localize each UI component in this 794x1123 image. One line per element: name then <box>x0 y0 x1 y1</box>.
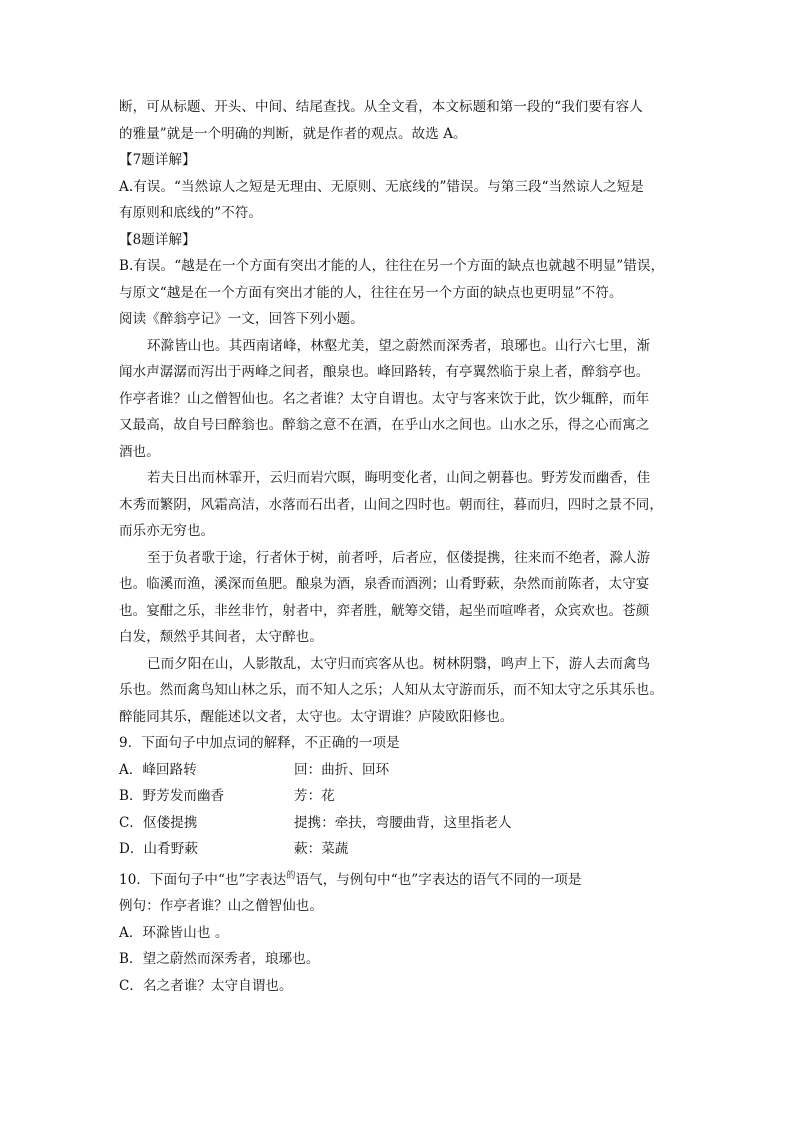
q8-line: B.有误。“越是在一个方面有突出才能的人，往往在另一个方面的缺点也就越不明显”错误， <box>119 258 665 274</box>
option-label: A．峰回路转 <box>119 761 197 778</box>
question-9 <box>119 730 689 863</box>
passage-line: 也。临溪而渔，溪深而鱼肥。酿泉为酒，泉香而酒洌；山肴野蔌，杂然而前陈者，太守宴 <box>119 576 650 592</box>
passage-line: 而乐亦无穷也。 <box>119 523 215 539</box>
q7-header: 【7题详解】 <box>119 152 196 168</box>
answer-explanation-intro <box>119 94 689 147</box>
document-page <box>119 94 689 999</box>
passage-paragraph <box>119 651 689 731</box>
passage-line: 酒也。 <box>119 443 160 460</box>
q8-header: 【8题详解】 <box>119 231 196 248</box>
question-10 <box>119 863 689 1000</box>
option-explanation: 芳：花 <box>294 788 335 804</box>
q7-line: 有原则和底线的”不符。 <box>119 205 263 221</box>
passage <box>119 333 689 731</box>
intro-line: 的雅量”就是一个明确的判断，就是作者的观点。故选 A。 <box>119 125 467 142</box>
intro-line: 断，可从标题、开头、中间、结尾查找。从全文看，本文标题和第一段的“我们要有容人 <box>119 99 643 115</box>
q10-stem <box>119 863 689 894</box>
q9-option-a <box>119 757 689 784</box>
q10-option-c: C．名之者谁？太守自谓也。 <box>119 977 293 994</box>
passage-line: 已而夕阳在山，人影散乱，太守归而宾客从也。树林阴翳，鸣声上下，游人去而禽鸟 <box>147 655 651 672</box>
q10-example: 例句：作亭者谁？山之僧智仙也。 <box>119 898 323 914</box>
option-explanation: 蔌：菜蔬 <box>294 841 349 857</box>
q7-explanation <box>119 147 689 227</box>
passage-line: 白发，颓然乎其间者，太守醉也。 <box>119 629 323 645</box>
option-label: C．伛偻提携 <box>119 814 198 831</box>
q9-option-b <box>119 783 689 810</box>
q7-line: A.有误。“当然谅人之短是无理由、无原则、无底线的”错误。与第三段“当然谅人之短是 <box>119 178 644 195</box>
q10-option-b: B．望之蔚然而深秀者，琅琊也。 <box>119 951 320 967</box>
option-explanation: 提携：牵扶，弯腰曲背，这里指老人 <box>294 814 512 831</box>
q10-option-a: A．环滁皆山也 。 <box>119 924 229 941</box>
q10-stem-part: 10．下面句子中“也”字表达 <box>119 871 287 888</box>
reading-prompt: 阅读《醉翁亭记》一文，回答下列小题。 <box>119 311 364 327</box>
passage-line: 环滁皆山也。其西南诸峰，林壑尤美，望之蔚然而深秀者，琅琊也。山行六七里，渐 <box>147 337 651 354</box>
passage-line: 作亭者谁？山之僧智仙也。名之者谁？太守自谓也。太守与客来饮于此，饮少辄醉，而年 <box>119 390 650 407</box>
passage-line: 若夫日出而林霏开，云归而岩穴暝，晦明变化者，山间之朝暮也。野芳发而幽香，佳 <box>147 470 651 486</box>
passage-paragraph <box>119 333 689 466</box>
passage-line: 又最高，故自号曰醉翁也。醉翁之意不在酒，在乎山水之间也。山水之乐，得之心而寓之 <box>119 417 650 433</box>
passage-line: 至于负者歌于途，行者休于树，前者呼，后者应，伛偻提携，往来而不绝者，滁人游 <box>147 549 651 566</box>
option-label: B．野芳发而幽香 <box>119 788 225 804</box>
passage-line: 乐也。然而禽鸟知山林之乐，而不知人之乐；人知从太守游而乐，而不知太守之乐其乐也。 <box>119 682 663 698</box>
passage-line: 木秀而繁阴，风霜高洁，水落而石出者，山间之四时也。朝而往，暮而归，四时之景不同， <box>119 496 663 513</box>
passage-paragraph <box>119 465 689 545</box>
q10-stem-part: 语气，与例句中“也”字表达的语气不同的一项是 <box>295 871 582 888</box>
passage-line: 闻水声潺潺而泻出于两峰之间者，酿泉也。峰回路转，有亭翼然临于泉上者，醉翁亭也。 <box>119 364 650 380</box>
option-label: D．山肴野蔌 <box>119 841 198 857</box>
q8-explanation <box>119 227 689 307</box>
q9-stem: 9．下面句子中加点词的解释，不正确的一项是 <box>119 735 400 751</box>
q10-stem-sup: 的 <box>286 870 296 881</box>
passage-paragraph <box>119 545 689 651</box>
q9-option-c <box>119 810 689 837</box>
option-explanation: 回：曲折、回环 <box>294 761 390 778</box>
q8-line: 与原文“越是在一个方面有突出才能的人，往往在另一个方面的缺点也更明显”不符。 <box>119 284 623 301</box>
passage-line: 也。宴酣之乐，非丝非竹，射者中，弈者胜，觥筹交错，起坐而喧哗者，众宾欢也。苍颜 <box>119 602 650 619</box>
passage-line: 醉能同其乐，醒能述以文者，太守也。太守谓谁？庐陵欧阳修也。 <box>119 708 514 725</box>
q9-option-d <box>119 836 689 863</box>
